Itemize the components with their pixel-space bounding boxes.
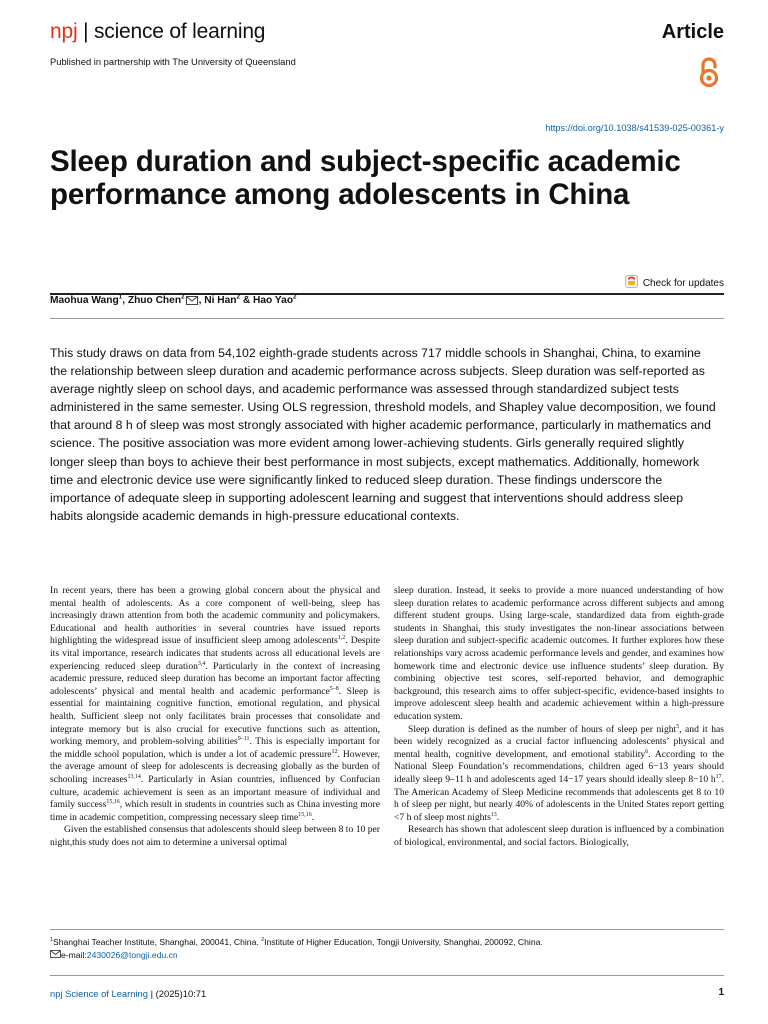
citation-superscript: 2 bbox=[293, 293, 297, 301]
footnote-divider bbox=[50, 929, 724, 930]
check-for-updates-button[interactable] bbox=[625, 275, 724, 291]
citation-superscript: 12 bbox=[331, 748, 338, 755]
citation-superscript: 13 bbox=[490, 811, 497, 818]
citation-superscript: 15,16 bbox=[106, 798, 120, 805]
body-column-left bbox=[50, 585, 380, 849]
abstract: This study draws on data from 54,102 eighth-grade students across 717 middle schools in Shanghai, China, to examine the relationship between sleep duration and academic performance across subjects. Sleep duration was self-reported as average nightly sleep on school days, and academic performance was assessed through standardized subject tests administered in the same semester. Using OLS regression, threshold models, and Shapley value decomposition, we found that around 8 h of sleep was most strongly associated with higher academic performance, particularly in mathematics and science. The positive association was more evident among lower-achieving students. Girls generally required slightly longer sleep than boys to achieve their best performance in most subjects, except mathematics. Additionally, homework time and electronic device use were significantly linked to reduced sleep duration. These findings underscore the importance of adequate sleep in supporting adolescent learning and suggest that interventions should address sleep habits alongside academic demands in high-pressure educational contexts. bbox=[50, 346, 716, 523]
citation-superscript: 5–8 bbox=[329, 685, 339, 692]
affiliations: $^1$Shanghai Teacher Institute, Shanghai, 200041, China. $^2$Institute of Higher Education, Tongji University, Shanghai, 200092, China. bbox=[50, 937, 543, 947]
citation-superscript: 1 bbox=[50, 937, 53, 944]
citation-superscript: 5 bbox=[676, 723, 680, 730]
journal-separator: | bbox=[77, 20, 94, 43]
author-divider bbox=[50, 318, 724, 319]
footer-volume: (2025)10:71 bbox=[155, 988, 207, 999]
article-title: Sleep duration and subject-specific academic performance among adolescents in China bbox=[50, 145, 681, 211]
journal-subtitle: science of learning bbox=[93, 20, 266, 43]
doi-link[interactable]: https://doi.org/10.1038/s41539-025-00361-y bbox=[545, 123, 724, 133]
journal-name bbox=[50, 20, 265, 44]
open-access-lock-icon bbox=[697, 56, 721, 93]
citation-superscript: 3,4 bbox=[197, 660, 206, 667]
page-number: 1 bbox=[718, 987, 724, 998]
author-list: Maohua Wang$^1$, Zhuo Chen$^2$ , Ni Han$^2$ & Hao Yao$^2$ bbox=[50, 293, 297, 306]
body-paragraph: Given the established consensus that adolescents should sleep between 8 to 10 per night,this study does not aim to determine a universal optimal bbox=[50, 824, 380, 848]
citation-superscript: 13,14 bbox=[127, 773, 141, 780]
citation-superscript: 6 bbox=[645, 748, 649, 755]
citation-superscript: 2 bbox=[261, 937, 265, 944]
footer-separator: | bbox=[147, 988, 156, 999]
email-link[interactable]: 2430026@tongji.edu.cn bbox=[86, 950, 178, 960]
citation-superscript: 1 bbox=[118, 293, 123, 301]
citation-superscript: 1,2 bbox=[337, 635, 346, 642]
body-column-right bbox=[394, 585, 724, 849]
article-type-label: Article bbox=[661, 21, 724, 43]
body-paragraph: In recent years, there has been a growing global concern about the physical and mental health of adolescents. As a core component of well-being, sleep has increasingly drawn attention from both the academic community and policymakers. Educational and health authorities in several countries have issued reports highlighting the widespread issue of insufficient sleep among adolescents$^{1,2}$. Despite its vital importance, research indicates that students across all educational levels are experiencing reduced sleep duration$^{3,4}$. Particularly in the context of increasing academic pressure, reduced sleep duration has become an important factor affecting adolescents’ physical and mental health and academic performance$^{5-8}$. Sleep is essential for maintaining cognitive function, emotional regulation, and physical health. Sufficient sleep not only facilitates brain processes that consolidate and integrate memory but is also crucial for executive functions such as attention, working memory, and problem-solving abilities$^{9-11}$. This is especially important for the middle school population, which is under a lot of academic pressure$^{12}$. However, the average amount of sleep for adolescents is decreasing globally as the burden of schooling increases$^{13,14}$. Particularly in Asian countries, influenced by Confucian culture, academic achievement is seen as an important measure of individual and family success$^{15,16}$, which result in students in countries such as China investing more time in academic competition, compressing necessary sleep time$^{15,16}$. bbox=[50, 585, 381, 823]
check-for-updates-label: Check for updates bbox=[642, 277, 724, 289]
citation-superscript: 2 bbox=[181, 293, 185, 301]
footer-citation bbox=[50, 988, 206, 999]
check-for-updates-icon bbox=[625, 275, 638, 291]
footer-divider bbox=[50, 975, 724, 976]
mail-icon[interactable] bbox=[186, 296, 198, 308]
citation-superscript: 15,16 bbox=[298, 811, 312, 818]
email-label: e-mail: bbox=[61, 950, 87, 960]
citation-superscript: 2 bbox=[236, 293, 241, 301]
partnership-note: Published in partnership with The University of Queensland bbox=[50, 56, 296, 67]
mail-icon bbox=[50, 950, 61, 960]
citation-superscript: 17 bbox=[715, 773, 722, 780]
correspondence-email bbox=[50, 950, 178, 960]
body-paragraph: Sleep duration is defined as the number of hours of sleep per night$^5$, and it has been widely recognized as a crucial factor influencing adolescents’ physical and mental health, cognitive development, and emotional stability$^6$. According to the National Sleep Foundation’s recommendations, children aged 6−13 years should ideally sleep 9–11 h and adolescents aged 14−17 years should ideally sleep 8−10 $h^{17}$. The American Academy of Sleep Medicine recommends that adolescents get 8 to 10 h of sleep per night, but nearly 40% of adolescents in the United States report getting <7 h of sleep most nights$^{13}$. bbox=[394, 723, 724, 823]
footer-journal-link[interactable]: npj Science of Learning bbox=[50, 988, 148, 999]
body-paragraph: sleep duration. Instead, it seeks to provide a more nuanced understanding of how sleep duration relates to academic performance across different subjects and among different student groups. Using large-scale, standardized data from eighth-grade students in Shanghai, this study investigates the non-linear associations between sleep duration and subject-specific academic outcomes. It further explores how these relationships vary across academic performance levels and gender, and examines how homework time and electronic device use influence students’ sleep duration. By combining objective test scores, self-reported behavior, and demographic background, this research aims to offer subject-specific, evidence-based insights to improve adolescent sleep health and academic achievement within a high-pressure education system. bbox=[394, 585, 724, 722]
journal-mark: npj bbox=[50, 20, 78, 43]
body-paragraph: Research has shown that adolescent sleep duration is influenced by a combination of biological, environmental, and social factors. Biologically, bbox=[394, 824, 724, 848]
citation-superscript: 9–11 bbox=[237, 735, 250, 742]
